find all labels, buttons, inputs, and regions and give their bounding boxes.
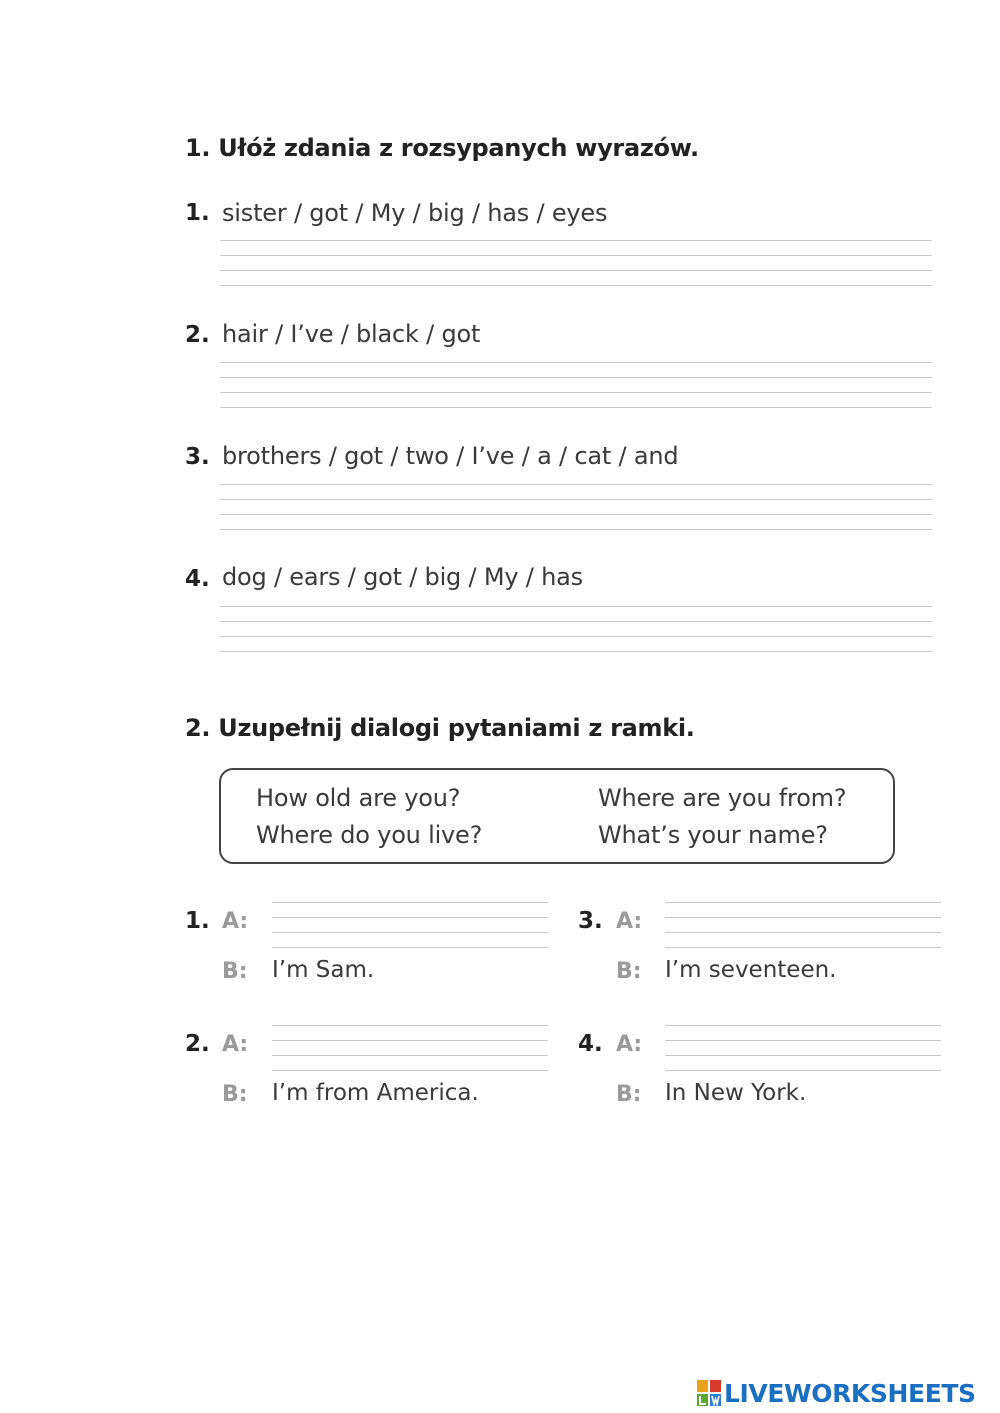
speaker-b-label: B: <box>616 1082 642 1107</box>
item-number: 2. <box>185 322 210 348</box>
exercise1-heading: 1. Ułóż zdania z rozsypanych wyrazów. <box>185 134 699 162</box>
dialog-answer: I’m from America. <box>272 1080 479 1106</box>
exercise2-heading: 2. Uzupełnij dialogi pytaniami z ramki. <box>185 714 695 742</box>
dialog-answer: I’m seventeen. <box>665 957 837 983</box>
question-writing-lines[interactable] <box>665 1025 941 1073</box>
box-phrase: How old are you? <box>256 784 461 812</box>
speaker-a-label: A: <box>616 909 643 934</box>
dialog-number: 1. <box>185 908 210 934</box>
item-number: 1. <box>185 200 210 226</box>
answer-writing-lines[interactable] <box>220 240 932 288</box>
phrase-box <box>219 768 895 864</box>
scrambled-words: hair / I’ve / black / got <box>222 320 481 348</box>
scrambled-words: brothers / got / two / I’ve / a / cat / and <box>222 442 679 470</box>
scrambled-words: dog / ears / got / big / My / has <box>222 563 583 591</box>
dialog-answer: I’m Sam. <box>272 957 375 983</box>
item-number: 4. <box>185 566 210 592</box>
item-number: 3. <box>185 444 210 470</box>
liveworksheets-logo <box>697 1378 976 1408</box>
answer-writing-lines[interactable] <box>220 484 932 532</box>
scrambled-words: sister / got / My / big / has / eyes <box>222 199 608 227</box>
dialog-number: 2. <box>185 1031 210 1057</box>
dialog-answer: In New York. <box>665 1080 807 1106</box>
speaker-b-label: B: <box>616 959 642 984</box>
box-phrase: Where do you live? <box>256 821 483 849</box>
answer-writing-lines[interactable] <box>220 606 932 654</box>
question-writing-lines[interactable] <box>272 1025 548 1073</box>
answer-writing-lines[interactable] <box>220 362 932 410</box>
speaker-b-label: B: <box>222 1082 248 1107</box>
logo-text: LIVEWORKSHEETS <box>724 1378 976 1408</box>
dialog-number: 4. <box>578 1031 603 1057</box>
question-writing-lines[interactable] <box>665 902 941 950</box>
speaker-b-label: B: <box>222 959 248 984</box>
liveworksheets-logo-icon <box>697 1380 721 1406</box>
speaker-a-label: A: <box>222 909 249 934</box>
speaker-a-label: A: <box>616 1032 643 1057</box>
dialog-number: 3. <box>578 908 603 934</box>
box-phrase: Where are you from? <box>598 784 847 812</box>
speaker-a-label: A: <box>222 1032 249 1057</box>
question-writing-lines[interactable] <box>272 902 548 950</box>
box-phrase: What’s your name? <box>598 821 828 849</box>
